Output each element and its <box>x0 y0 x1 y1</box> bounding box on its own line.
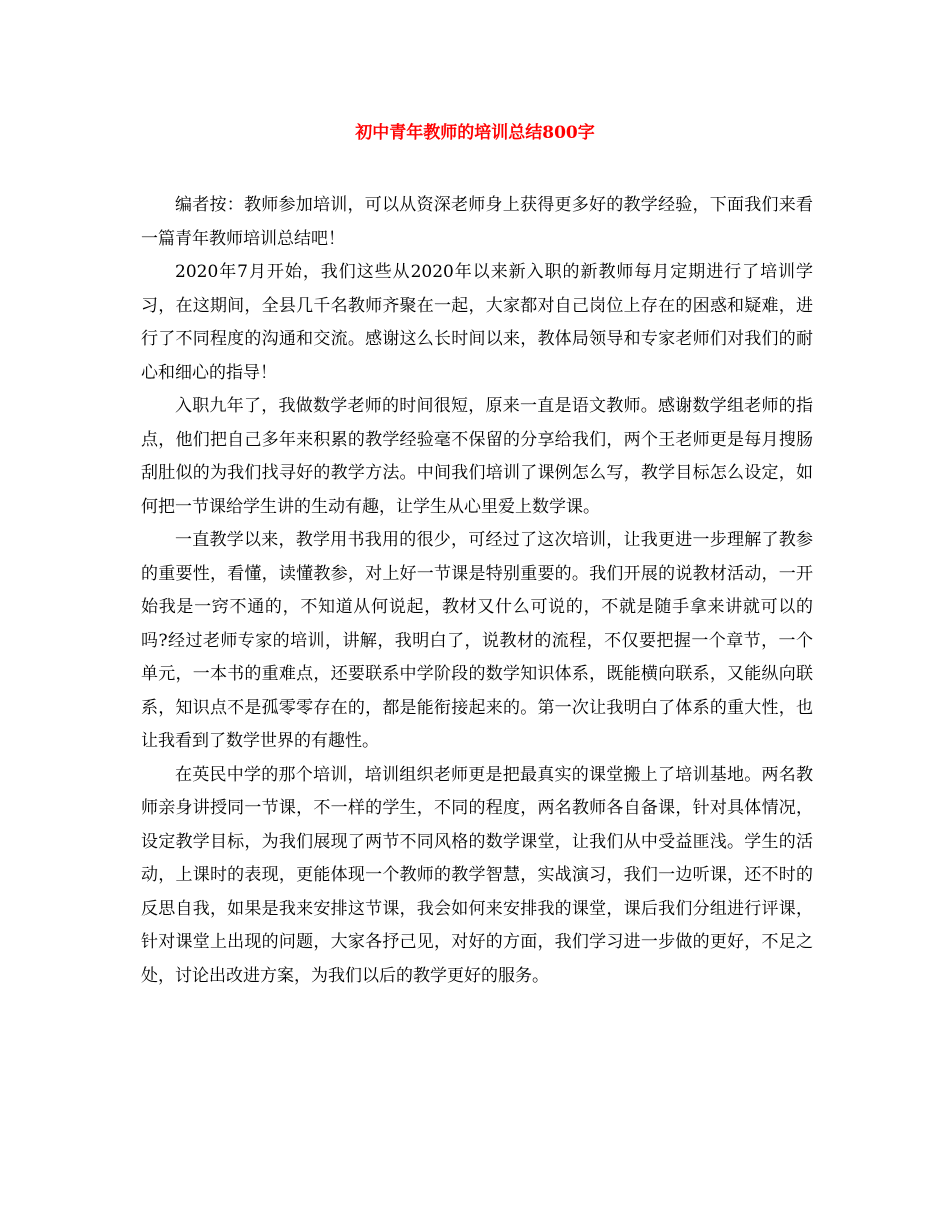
document-body <box>141 189 813 993</box>
paragraph-editor-note: 编者按：教师参加培训，可以从资深老师身上获得更多好的教学经验，下面我们来看一篇青年教师培训总结吧！ <box>141 195 813 249</box>
paragraph-yingmin-training: 在英民中学的那个培训，培训组织老师更是把最真实的课堂搬上了培训基地。两名教师亲身讲授同一节课，不一样的学生，不同的程度，两名教师各自备课，针对具体情况，设定教学目标，为我们展现了两节不同风格的数学课堂，让我们从中受益匪浅。学生的活动，上课时的表现，更能体现一个教师的教学智慧，实战演习，我们一边听课，还不时的反思自我，如果是我来安排这节课，我会如何来安排我的课堂，课后我们分组进行评课，针对课堂上出现的问题，大家各抒己见，对好的方面，我们学习进一步做的更好，不足之处，讨论出改进方案，为我们以后的教学更好的服务。 <box>141 764 813 986</box>
paragraph-math-teacher: 入职九年了，我做数学老师的时间很短，原来一直是语文教师。感谢数学组老师的指点，他们把自己多年来积累的教学经验毫不保留的分享给我们，两个王老师更是每月搜肠刮肚似的为我们找寻好的教学方法。中间我们培训了课例怎么写，教学目标怎么设定，如何把一节课给学生讲的生动有趣，让学生从心里爱上数学课。 <box>141 396 813 517</box>
paragraph-teaching-materials: 一直教学以来，教学用书我用的很少，可经过了这次培训，让我更进一步理解了教参的重要性，看懂，读懂教参，对上好一节课是特别重要的。我们开展的说教材活动，一开始我是一窍不通的，不知道从何说起，教材又什么可说的，不就是随手拿来讲就可以的吗?经过老师专家的培训，讲解，我明白了，说教材的流程，不仅要把握一个章节，一个单元，一本书的重难点，还要联系中学阶段的数学知识体系，既能横向联系，又能纵向联系，知识点不是孤零零存在的，都是能衔接起来的。第一次让我明白了体系的重大性，也让我看到了数学世界的有趣性。 <box>141 530 813 751</box>
paragraph-training-intro: 2020年7月开始，我们这些从2020年以来新入职的新教师每月定期进行了培训学习，在这期间，全县几千名教师齐聚在一起，大家都对自己岗位上存在的困惑和疑难，进行了不同程度的沟通和交流。感谢这么长时间以来，教体局领导和专家老师们对我们的耐心和细心的指导！ <box>141 262 813 383</box>
document-title: 初中青年教师的培训总结800字 <box>355 123 595 143</box>
